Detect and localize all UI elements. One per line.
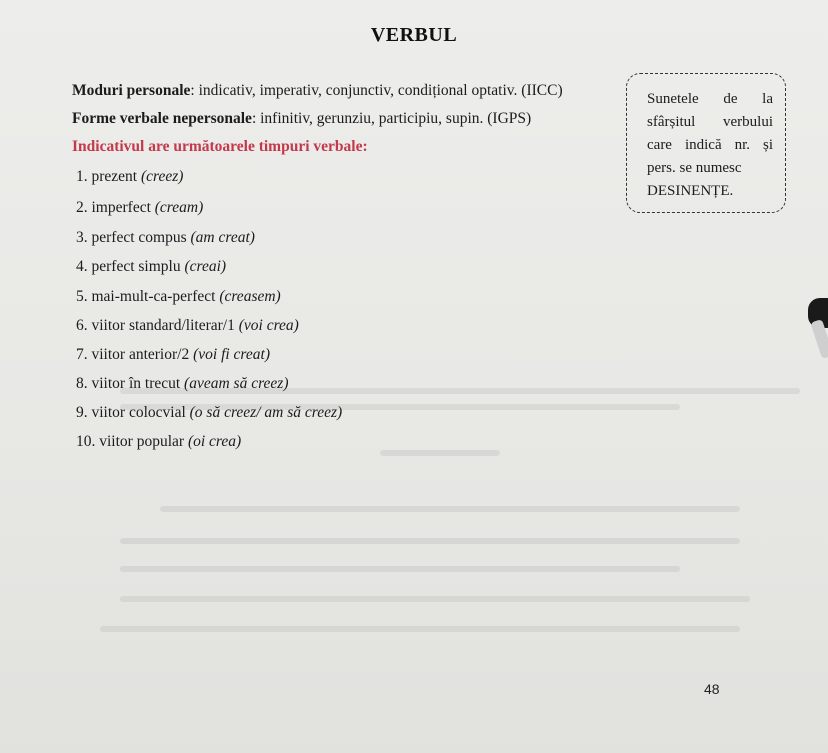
moduri-personale-line [72, 82, 563, 100]
tense-example: (aveam să creez) [184, 375, 289, 392]
moduri-personale-text: : indicativ, imperativ, conjunctiv, condițional optativ. (IICC) [190, 82, 563, 99]
tense-item [76, 375, 288, 393]
bleed-through-line [120, 566, 680, 572]
indicativ-heading: Indicativul are următoarele timpuri verbale: [72, 138, 368, 155]
note-text: Sunetele de la sfârșitul verbului care indică nr. și pers. se numesc [647, 91, 773, 176]
tense-label: 9. viitor colocvial [76, 404, 186, 421]
tense-item [76, 199, 203, 217]
tense-example: (am creat) [190, 229, 255, 246]
bleed-through-line [100, 626, 740, 632]
tense-label: 8. viitor în trecut [76, 375, 181, 392]
tense-label: 7. viitor anterior/2 [76, 346, 190, 363]
tense-item [76, 433, 241, 451]
moduri-personale-label: Moduri personale [72, 82, 191, 99]
tense-example: (creasem) [219, 288, 281, 305]
tense-item [76, 229, 255, 247]
page-title: VERBUL [370, 24, 458, 46]
tense-example: (o să creez/ am să creez) [189, 404, 343, 421]
bleed-through-line [120, 596, 750, 602]
tense-label: 10. viitor popular [76, 433, 185, 450]
forme-nepersonale-line [72, 110, 531, 128]
tense-example: (creai) [184, 258, 227, 275]
forme-nepersonale-label: Forme verbale nepersonale [72, 110, 252, 127]
tense-example: (voi crea) [238, 317, 299, 334]
tense-example: (oi crea) [187, 433, 242, 450]
tense-item [76, 168, 183, 186]
desinente-note-box [626, 73, 786, 213]
tense-label: 4. perfect simplu [76, 258, 181, 275]
tense-label: 5. mai-mult-ca-perfect [76, 288, 216, 305]
tense-item [76, 288, 281, 306]
tense-item [76, 346, 270, 364]
tense-item [76, 404, 342, 422]
tense-label: 1. prezent [76, 168, 138, 185]
tense-item [76, 258, 226, 276]
tense-label: 6. viitor standard/literar/1 [76, 317, 235, 334]
tense-example: (creez) [140, 168, 184, 185]
tense-label: 3. perfect compus [76, 229, 187, 246]
tense-item [76, 317, 299, 335]
forme-nepersonale-text: : infinitiv, gerunziu, participiu, supin. (IGPS) [251, 110, 532, 127]
bleed-through-line [160, 506, 740, 512]
bleed-through-line [120, 538, 740, 544]
page-number: 48 [704, 681, 720, 697]
note-term: DESINENȚE. [647, 183, 734, 199]
tense-label: 2. imperfect [76, 199, 151, 216]
bleed-through-line [380, 450, 500, 456]
tense-example: (voi fi creat) [193, 346, 270, 363]
tense-example: (cream) [154, 199, 204, 216]
